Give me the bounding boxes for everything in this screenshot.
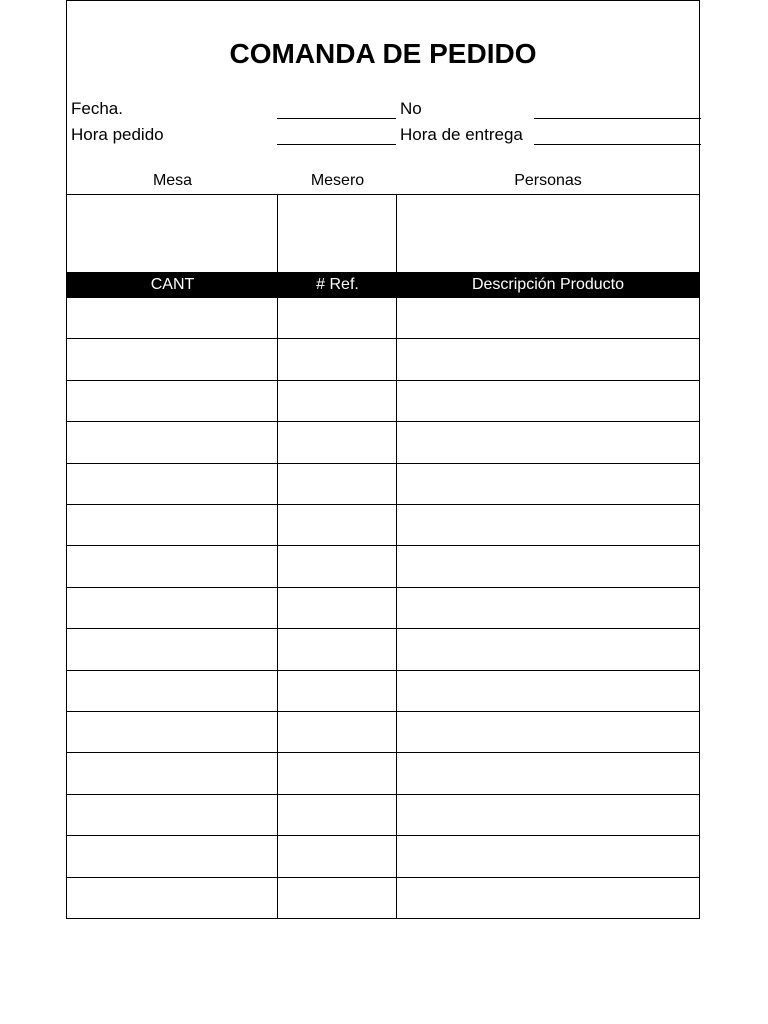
cant-cell[interactable]	[67, 712, 278, 752]
cant-cell[interactable]	[67, 878, 278, 919]
cant-cell[interactable]	[67, 588, 278, 628]
cant-cell[interactable]	[67, 505, 278, 545]
ref-cell[interactable]	[278, 795, 397, 835]
info-entry-row	[67, 194, 699, 272]
table-row	[67, 629, 699, 670]
table-row	[67, 878, 699, 919]
descripcion-cell[interactable]	[397, 712, 699, 752]
ref-cell[interactable]	[278, 878, 397, 919]
table-row	[67, 753, 699, 794]
order-form	[66, 0, 700, 919]
ref-cell[interactable]	[278, 422, 397, 462]
table-row	[67, 464, 699, 505]
cant-cell[interactable]	[67, 546, 278, 586]
ref-cell[interactable]	[278, 588, 397, 628]
hora-pedido-label: Hora pedido	[71, 125, 164, 144]
no-label: No	[400, 99, 422, 118]
descripcion-cell[interactable]	[397, 422, 699, 462]
cant-header: CANT	[150, 276, 195, 293]
cant-cell[interactable]	[67, 795, 278, 835]
ref-cell[interactable]	[278, 381, 397, 421]
ref-cell[interactable]	[278, 629, 397, 669]
descripcion-cell[interactable]	[397, 671, 699, 711]
cant-cell[interactable]	[67, 836, 278, 876]
mesa-cell[interactable]	[67, 195, 278, 272]
table-row	[67, 546, 699, 587]
descripcion-cell[interactable]	[397, 836, 699, 876]
descripcion-cell[interactable]	[397, 464, 699, 504]
descripcion-cell[interactable]	[397, 753, 699, 793]
table-row	[67, 671, 699, 712]
personas-header: Personas	[514, 172, 582, 189]
hora-entrega-label: Hora de entrega	[400, 125, 523, 144]
no-input-line[interactable]	[534, 118, 701, 119]
cant-cell[interactable]	[67, 298, 278, 338]
personas-cell[interactable]	[397, 195, 699, 272]
cant-cell[interactable]	[67, 422, 278, 462]
ref-cell[interactable]	[278, 298, 397, 338]
descripcion-cell[interactable]	[397, 298, 699, 338]
ref-cell[interactable]	[278, 712, 397, 752]
table-row	[67, 381, 699, 422]
ref-cell[interactable]	[278, 671, 397, 711]
items-table-header	[67, 272, 699, 298]
descripcion-header: Descripción Producto	[471, 276, 625, 293]
cant-cell[interactable]	[67, 464, 278, 504]
cant-cell[interactable]	[67, 753, 278, 793]
ref-header: # Ref.	[316, 276, 359, 293]
cant-cell[interactable]	[67, 671, 278, 711]
descripcion-cell[interactable]	[397, 878, 699, 919]
hora-entrega-input-line[interactable]	[534, 144, 701, 145]
mesero-cell[interactable]	[278, 195, 397, 272]
descripcion-cell[interactable]	[397, 505, 699, 545]
fecha-label: Fecha.	[71, 99, 123, 118]
fecha-input-line[interactable]	[277, 118, 396, 119]
ref-cell[interactable]	[278, 505, 397, 545]
descripcion-cell[interactable]	[397, 588, 699, 628]
table-row	[67, 298, 699, 339]
descripcion-cell[interactable]	[397, 339, 699, 379]
table-row	[67, 795, 699, 836]
ref-cell[interactable]	[278, 546, 397, 586]
items-table-body	[67, 298, 699, 919]
ref-cell[interactable]	[278, 753, 397, 793]
mesa-header: Mesa	[152, 172, 193, 189]
descripcion-cell[interactable]	[397, 795, 699, 835]
ref-cell[interactable]	[278, 339, 397, 379]
ref-cell[interactable]	[278, 464, 397, 504]
table-row	[67, 588, 699, 629]
mesero-header: Mesero	[310, 172, 365, 189]
cant-cell[interactable]	[67, 339, 278, 379]
table-row	[67, 505, 699, 546]
descripcion-cell[interactable]	[397, 629, 699, 669]
ref-cell[interactable]	[278, 836, 397, 876]
table-row	[67, 836, 699, 877]
table-row	[67, 422, 699, 463]
descripcion-cell[interactable]	[397, 381, 699, 421]
form-title: COMANDA DE PEDIDO	[229, 38, 537, 69]
table-row	[67, 712, 699, 753]
hora-pedido-input-line[interactable]	[277, 144, 396, 145]
table-row	[67, 339, 699, 380]
cant-cell[interactable]	[67, 381, 278, 421]
cant-cell[interactable]	[67, 629, 278, 669]
descripcion-cell[interactable]	[397, 546, 699, 586]
